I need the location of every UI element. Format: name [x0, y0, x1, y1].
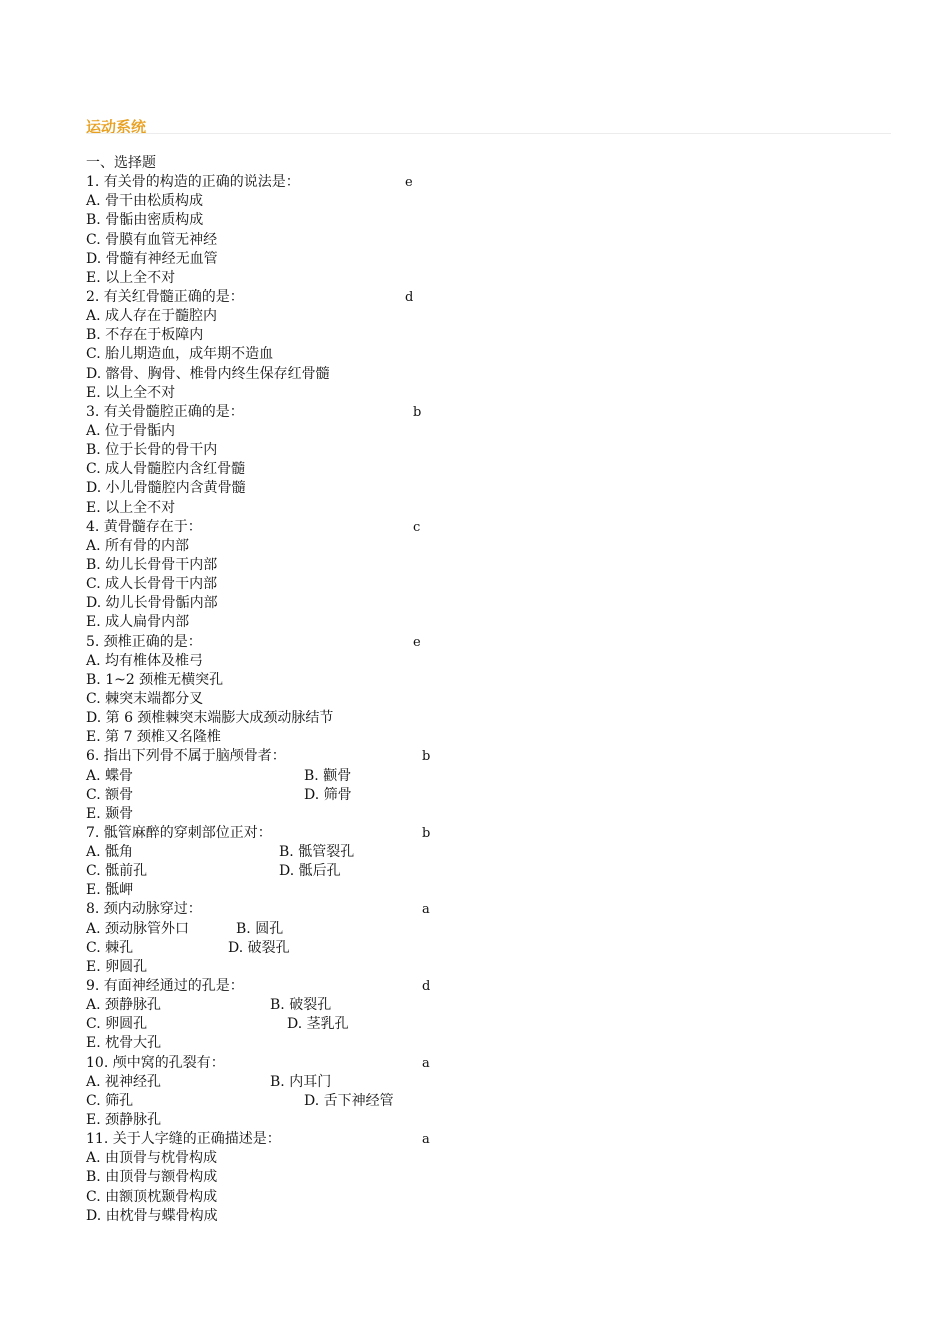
- q6-row-1: [86, 767, 586, 786]
- q9-row-1: [86, 996, 586, 1015]
- q1-option-b: B. 骨骺由密质构成: [86, 212, 204, 229]
- q8-option-b: B. 圆孔: [236, 920, 284, 937]
- q10-option-e: E. 颈静脉孔: [86, 1112, 162, 1129]
- question-5-stem: 5. 颈椎正确的是：: [86, 633, 202, 650]
- q6-option-e: E. 颞骨: [86, 805, 134, 822]
- q5-option-b: B. 1~2 颈椎无横突孔: [86, 671, 224, 688]
- q8-row-2: [86, 939, 586, 958]
- q4-option-c: C. 成人长骨骨干内部: [86, 576, 218, 593]
- q8-row-1: [86, 920, 586, 939]
- q1-option-d: D. 骨髓有神经无血管: [86, 250, 218, 267]
- question-11: [86, 1130, 586, 1149]
- question-3: [86, 403, 586, 422]
- q11-option-c: C. 由额顶枕颞骨构成: [86, 1188, 218, 1205]
- q4-option-e: E. 成人扁骨内部: [86, 614, 190, 631]
- q11-option-b: B. 由顶骨与额骨构成: [86, 1169, 218, 1186]
- q6-option-a: A. 蝶骨: [86, 767, 134, 784]
- question-6: [86, 747, 586, 766]
- q11-option-d: D. 由枕骨与蝶骨构成: [86, 1207, 218, 1224]
- question-2: [86, 288, 586, 307]
- q2-option-d: D. 髂骨、胸骨、椎骨内终生保存红骨髓: [86, 365, 330, 382]
- q7-option-d: D. 骶后孔: [279, 863, 341, 880]
- question-8: [86, 900, 586, 919]
- q10-row-1: [86, 1073, 586, 1092]
- question-6-stem: 6. 指出下列骨不属于脑颅骨者：: [86, 748, 286, 765]
- q7-row-2: [86, 862, 586, 881]
- q4-option-b: B. 幼儿长骨骨干内部: [86, 556, 218, 573]
- q4-option-a: A. 所有骨的内部: [86, 537, 190, 554]
- answer-1: e: [405, 175, 413, 191]
- answer-2: d: [405, 289, 414, 305]
- q5-option-c: C. 棘突末端都分叉: [86, 690, 204, 707]
- q8-option-c: C. 棘孔: [86, 939, 134, 956]
- answer-6: b: [422, 749, 431, 765]
- answer-7: b: [422, 825, 431, 841]
- question-3-stem: 3. 有关骨髓腔正确的是：: [86, 403, 244, 420]
- q3-option-b: B. 位于长骨的骨干内: [86, 442, 218, 459]
- question-7: [86, 824, 586, 843]
- q7-option-a: A. 骶角: [86, 844, 134, 861]
- question-11-stem: 11. 关于人字缝的正确描述是：: [86, 1131, 281, 1148]
- q8-option-a: A. 颈动脉管外口: [86, 920, 190, 937]
- q3-option-c: C. 成人骨髓腔内含红骨髓: [86, 461, 246, 478]
- q9-option-c: C. 卵圆孔: [86, 1016, 148, 1033]
- question-9-stem: 9. 有面神经通过的孔是：: [86, 978, 244, 995]
- question-4-stem: 4. 黄骨髓存在于：: [86, 518, 202, 535]
- q3-option-d: D. 小儿骨髓腔内含黄骨髓: [86, 480, 246, 497]
- question-5: [86, 633, 586, 652]
- question-9: [86, 977, 586, 996]
- question-7-stem: 7. 骶管麻醉的穿刺部位正对：: [86, 824, 272, 841]
- q1-option-c: C. 骨膜有血管无神经: [86, 231, 218, 248]
- q6-row-2: [86, 786, 586, 805]
- question-4: [86, 518, 586, 537]
- q9-option-e: E. 枕骨大孔: [86, 1035, 162, 1052]
- answer-9: d: [422, 979, 431, 995]
- question-2-stem: 2. 有关红骨髓正确的是：: [86, 288, 244, 305]
- section-heading: 一、选择题: [86, 155, 156, 171]
- q5-option-a: A. 均有椎体及椎弓: [86, 652, 204, 669]
- q7-row-1: [86, 843, 586, 862]
- q7-option-e: E. 骶岬: [86, 882, 134, 899]
- q3-option-e: E. 以上全不对: [86, 499, 176, 516]
- question-1-stem: 1. 有关骨的构造的正确的说法是：: [86, 174, 300, 191]
- question-10-stem: 10. 颅中窝的孔裂有：: [86, 1054, 225, 1071]
- question-list: [86, 154, 586, 1226]
- q3-option-a: A. 位于骨骺内: [86, 422, 176, 439]
- q1-option-a: A. 骨干由松质构成: [86, 193, 204, 210]
- q1-option-e: E. 以上全不对: [86, 269, 176, 286]
- answer-5: e: [413, 634, 421, 650]
- q2-option-b: B. 不存在于板障内: [86, 327, 204, 344]
- q10-option-a: A. 视神经孔: [86, 1073, 162, 1090]
- q8-option-d: D. 破裂孔: [228, 939, 290, 956]
- q10-option-b: B. 内耳门: [270, 1073, 332, 1090]
- q10-row-2: [86, 1092, 586, 1111]
- answer-11: a: [422, 1132, 430, 1148]
- q9-option-a: A. 颈静脉孔: [86, 997, 162, 1014]
- question-1: [86, 173, 586, 192]
- q2-option-e: E. 以上全不对: [86, 384, 176, 401]
- question-8-stem: 8. 颈内动脉穿过：: [86, 901, 202, 918]
- q10-option-d: D. 舌下神经管: [304, 1092, 394, 1109]
- q9-row-2: [86, 1015, 586, 1034]
- q2-option-c: C. 胎儿期造血，成年期不造血: [86, 346, 274, 363]
- q6-option-b: B. 颧骨: [304, 767, 352, 784]
- q8-option-e: E. 卵圆孔: [86, 958, 148, 975]
- q6-option-d: D. 筛骨: [304, 786, 352, 803]
- q4-option-d: D. 幼儿长骨骨骺内部: [86, 595, 218, 612]
- q7-option-c: C. 骶前孔: [86, 863, 148, 880]
- q7-option-b: B. 骶管裂孔: [279, 844, 355, 861]
- q10-option-c: C. 筛孔: [86, 1092, 134, 1109]
- answer-8: a: [422, 902, 430, 918]
- q9-option-d: D. 茎乳孔: [287, 1016, 349, 1033]
- answer-3: b: [413, 404, 422, 420]
- q5-option-d: D. 第 6 颈椎棘突末端膨大成颈动脉结节: [86, 710, 334, 727]
- q5-option-e: E. 第 7 颈椎又名隆椎: [86, 729, 221, 746]
- q6-option-c: C. 额骨: [86, 786, 134, 803]
- q9-option-b: B. 破裂孔: [270, 997, 332, 1014]
- q11-option-a: A. 由顶骨与枕骨构成: [86, 1150, 218, 1167]
- q2-option-a: A. 成人存在于髓腔内: [86, 308, 218, 325]
- question-10: [86, 1054, 586, 1073]
- answer-4: c: [413, 519, 421, 535]
- page-title: 运动系统: [86, 118, 147, 136]
- title-divider: [86, 133, 891, 134]
- answer-10: a: [422, 1055, 430, 1071]
